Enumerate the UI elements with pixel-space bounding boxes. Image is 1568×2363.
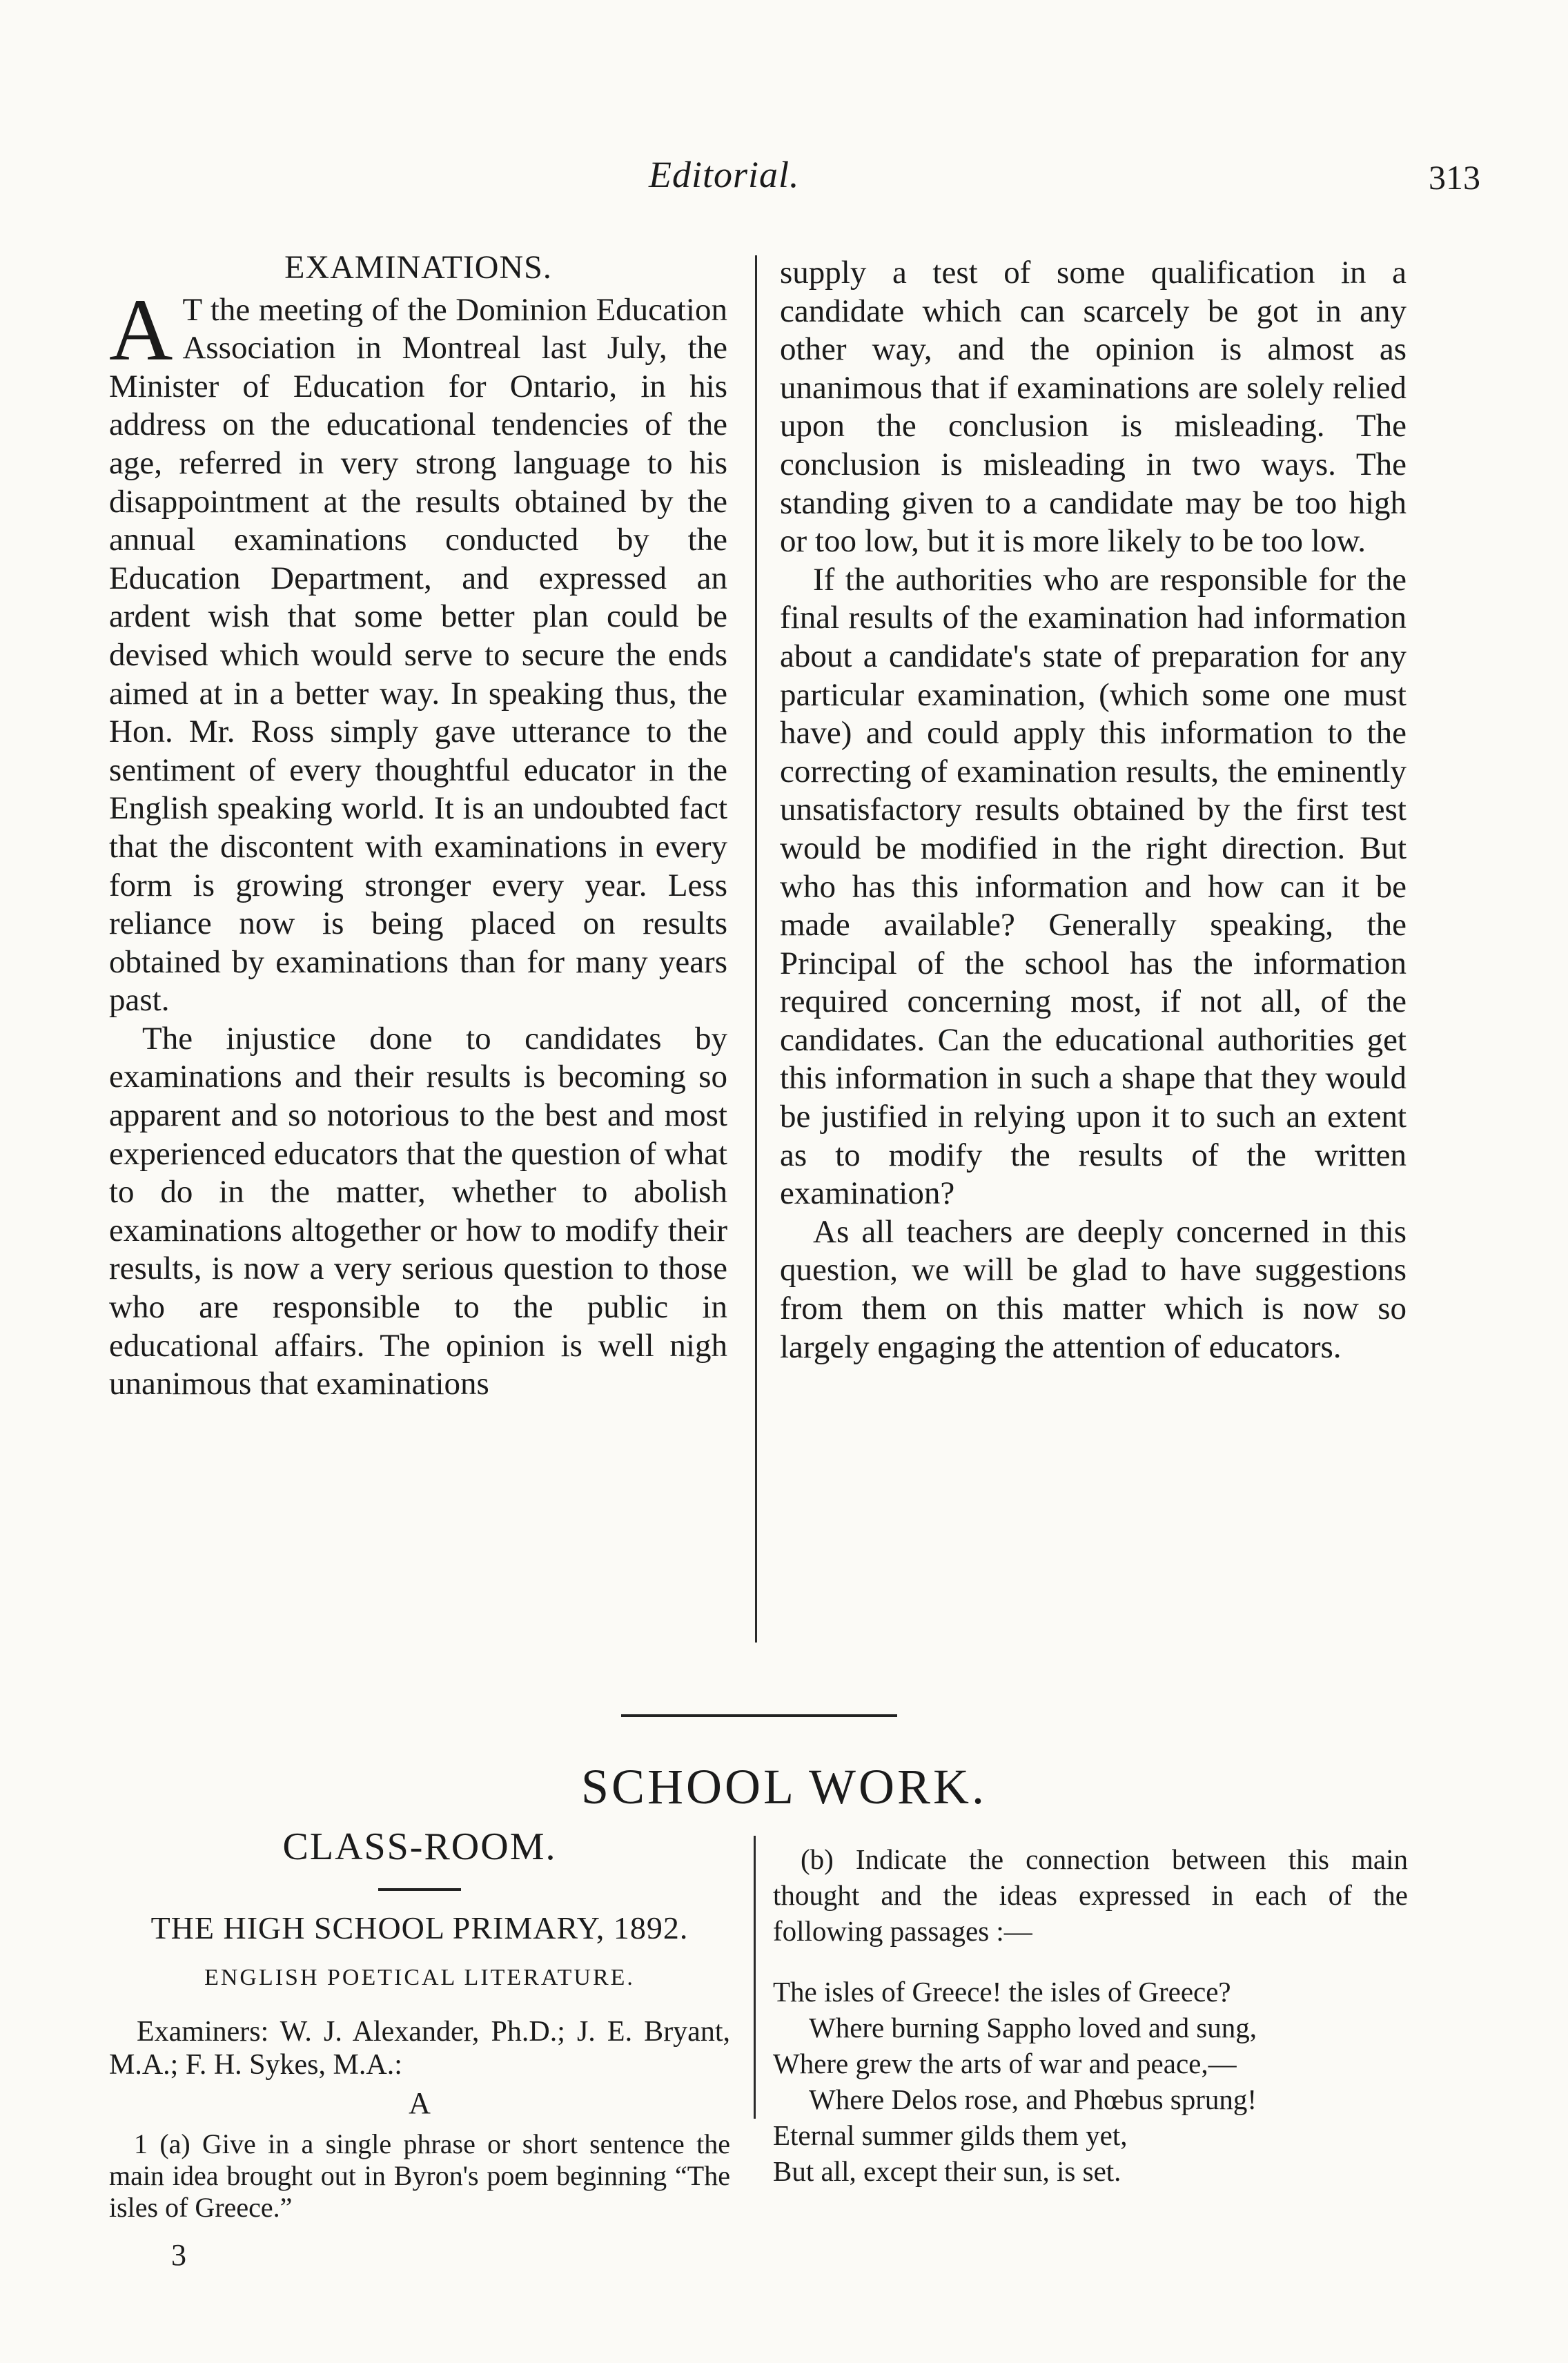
editorial-paragraph-3: supply a test of some qualification in a candidate which can scarcely be got in any other way, and the opinion is almost as unanimous that if examinations are solely relied upon the conclusion is misleading. The conclusion is misleading in two ways. The standing given to a candidate may be too high or too low, but it is more likely to be too low. <box>780 255 1407 560</box>
dropcap: A <box>109 280 173 379</box>
classroom-right-column <box>773 1841 1408 2189</box>
section-letter: A <box>409 2086 431 2120</box>
verse-line: Where Delos rose, and Phœbus sprung! <box>809 2083 1257 2115</box>
page-number: 313 <box>1429 158 1480 197</box>
school-work-title: SCHOOL WORK. <box>580 1759 988 1814</box>
column-rule-lower <box>754 1836 756 2119</box>
editorial-left-column <box>109 248 727 1404</box>
classroom-left-column <box>109 1825 730 2273</box>
examiners: Examiners: W. J. Alexander, Ph.D.; J. E. Bryant, M.A.; F. H. Sykes, M.A.: <box>109 2016 730 2081</box>
column-rule <box>755 255 757 1643</box>
section-divider <box>621 1714 897 1717</box>
exam-subject: ENGLISH POETICAL LITERATURE. <box>204 1965 635 1990</box>
running-title: Editorial. <box>649 154 800 195</box>
running-head <box>0 153 1568 208</box>
signature-mark: 3 <box>171 2238 186 2272</box>
question-1: 1 (a) Give in a single phrase or short sentence the main idea brought out in Byron's poem beginning “The isles of Greece.” <box>109 2128 730 2223</box>
classroom-title: CLASS-ROOM. <box>282 1825 557 1868</box>
question-1b: (b) Indicate the connection between this main thought and the ideas expressed in each of the following passages :— <box>773 1843 1408 1947</box>
exam-title: THE HIGH SCHOOL PRIMARY, 1892. <box>150 1910 689 1945</box>
short-rule <box>378 1888 461 1891</box>
section-title: EXAMINATIONS. <box>284 249 552 286</box>
editorial-paragraph-2: The injustice done to candidates by examinations and their results is becoming so apparent and so notorious to the best and most experienced educators that the question of what to do in the matter, whether to abolish examinations altogether or how to modify their results, is now a very serious question to those who are responsible to the public in educational affairs. The opinion is well nigh unanimous that examinations <box>109 1020 727 1402</box>
paragraph-text: T the meeting of the Dominion Education Association in Montreal last July, the Minister of Education for Ontario, in his address on the educational tendencies of the age, referred in very strong language to his disappointment at the results obtained by the annual examinations conducted by the Education Department, and expressed an ardent wish that some better plan could be devised which would serve to secure the ends aimed at in a better way. In speaking thus, the Hon. Mr. Ross simply gave utterance to the sentiment of every thoughtful educator in the English speaking world. It is an undoubted fact that the discontent with examinations in every form is growing stronger every year. Less reliance now is being placed on results obtained by examinations than for many years past. <box>109 291 727 1019</box>
editorial-right-column <box>780 254 1407 1366</box>
verse-block <box>773 1974 1408 2189</box>
editorial-paragraph-5: As all teachers are deeply concerned in this question, we will be glad to have suggestions from them on this matter which is now so largely engaging the attention of educators. <box>780 1213 1407 1365</box>
editorial-paragraph-1 <box>109 280 727 1020</box>
verse-line: The isles of Greece! the isles of Greece? <box>773 1976 1231 2008</box>
verse-line: Where grew the arts of war and peace,— <box>773 2048 1237 2079</box>
verse-line: Where burning Sappho loved and sung, <box>809 2012 1257 2043</box>
verse-line: Eternal summer gilds them yet, <box>773 2119 1128 2151</box>
editorial-paragraph-4: If the authorities who are responsible for the final results of the examination had information about a candidate's state of preparation for any particular examination, (which some one must have) and could apply this information to the correcting of examination results, the eminently unsatisfactory results obtained by the first test would be modified in the right direction. But who has this information and how can it be made available? Generally speaking, the Principal of the school has the information required concerning most, if not all, of the candidates. Can the educational authorities get this information in such a shape that they would be justified in relying upon it to such an extent as to modify the results of the written examination? <box>780 561 1407 1212</box>
verse-line: But all, except their sun, is set. <box>773 2155 1121 2187</box>
